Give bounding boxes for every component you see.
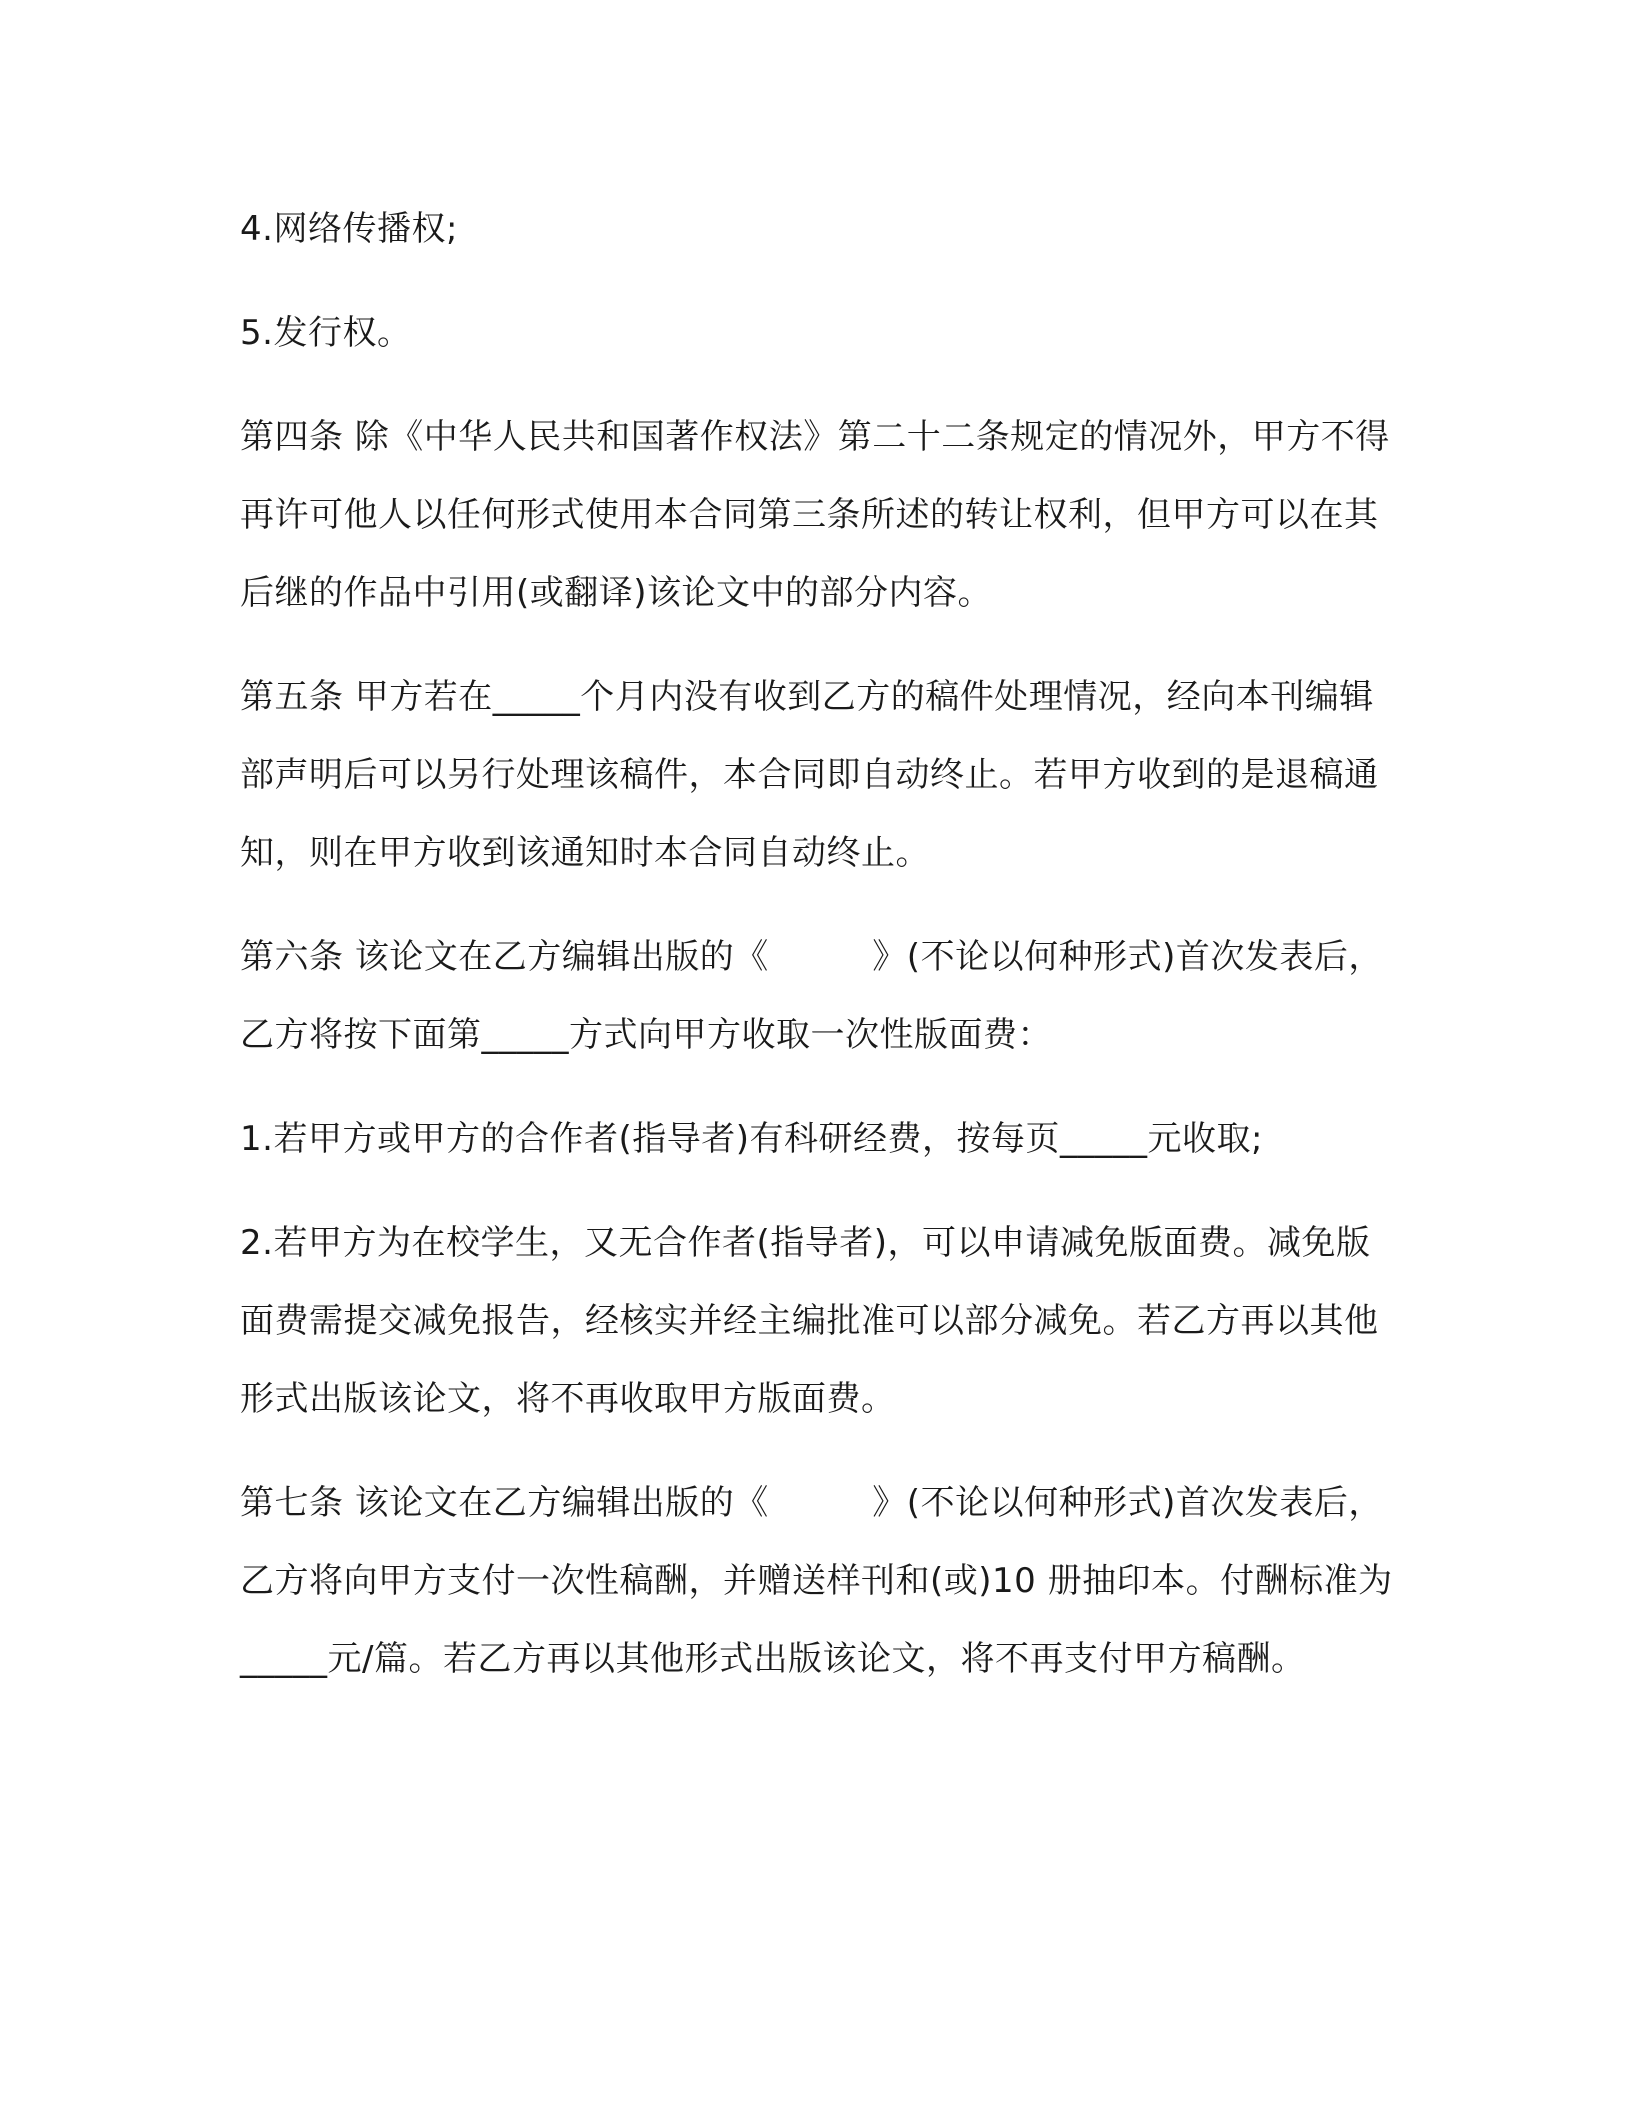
article-6: 第六条 该论文在乙方编辑出版的《 》(不论以何种形式)首次发表后，乙方将按下面第_____方式向甲方收取一次性版面费： (240, 937, 1383, 1055)
article-6-item-2: 2.若甲方为在校学生，又无合作者(指导者)，可以申请减免版面费。减免版面费需提交减免报告，经核实并经主编批准可以部分减免。若乙方再以其他形式出版该论文，将不再收取甲方版面费。 (240, 1223, 1379, 1419)
article-6-item-1: 1.若甲方或甲方的合作者(指导者)有科研经费，按每页_____元收取; (240, 1119, 1263, 1159)
clause-item-5: 5.发行权。 (240, 313, 412, 353)
article-4: 第四条 除《中华人民共和国著作权法》第二十二条规定的情况外，甲方不得再许可他人以任何形式使用本合同第三条所述的转让权利，但甲方可以在其后继的作品中引用(或翻译)该论文中的部分内容。 (240, 417, 1390, 613)
clause-item-4: 4.网络传播权; (240, 209, 458, 249)
article-7: 第七条 该论文在乙方编辑出版的《 》(不论以何种形式)首次发表后，乙方将向甲方支付一次性稿酬，并赠送样刊和(或)10 册抽印本。付酬标准为_____元/篇。若乙方再以其他形式出版该论文，将不再支付甲方稿酬。 (240, 1483, 1393, 1679)
article-5: 第五条 甲方若在_____个月内没有收到乙方的稿件处理情况，经向本刊编辑部声明后可以另行处理该稿件，本合同即自动终止。若甲方收到的是退稿通知，则在甲方收到该通知时本合同自动终止。 (240, 677, 1379, 873)
document-page (240, 190, 1400, 1724)
